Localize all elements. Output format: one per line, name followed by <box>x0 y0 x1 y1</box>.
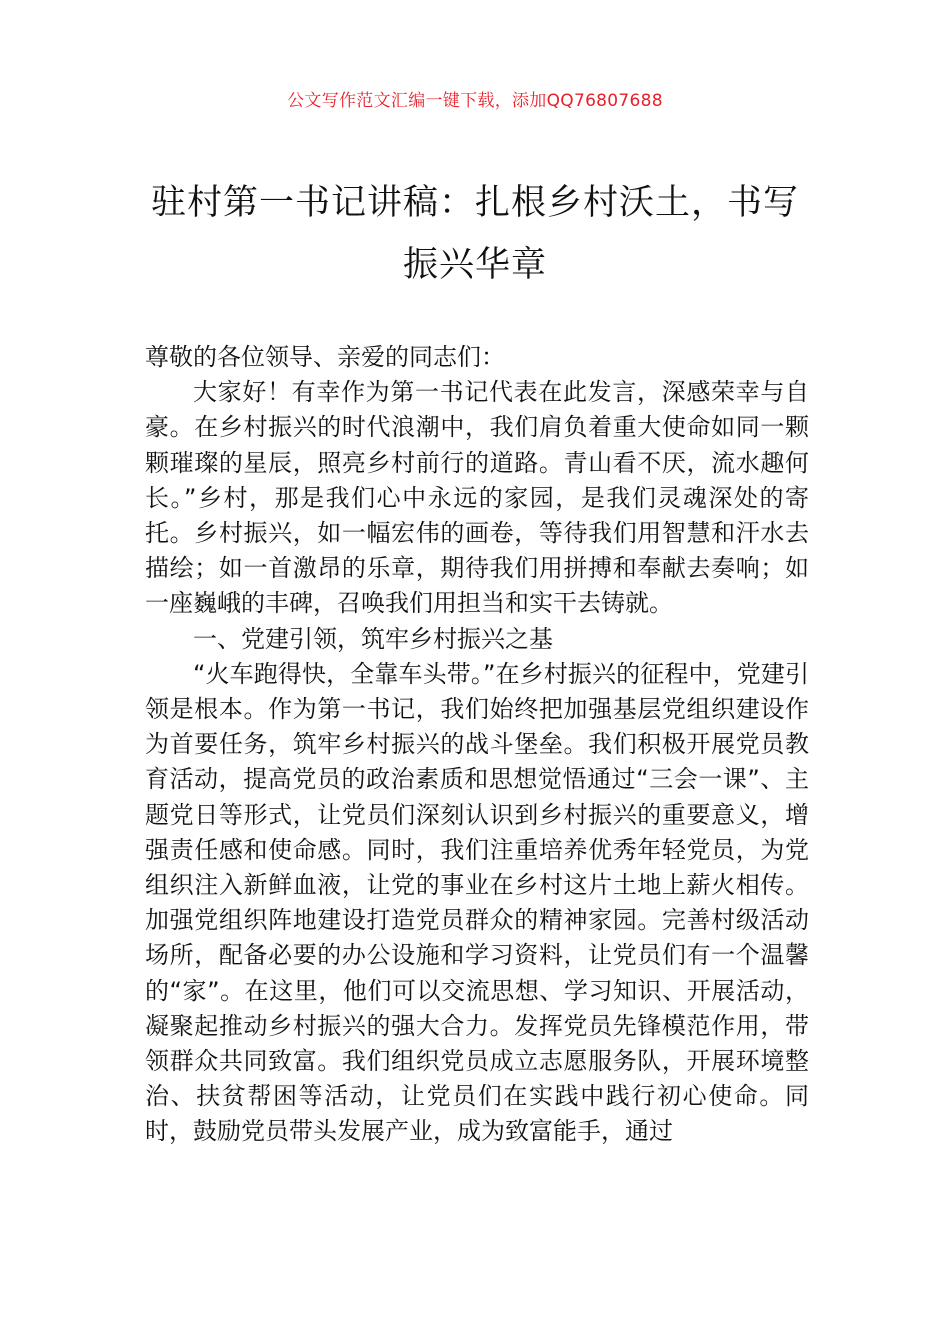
section-1-paragraph: “火车跑得快，全靠车头带。”在乡村振兴的征程中，党建引领是根本。作为第一书记，我们始终把加强基层党组织建设作为首要任务，筑牢乡村振兴的战斗堡垒。我们积极开展党员教育活动，提高党员的政治素质和思想觉悟通过“三会一课”、主题党日等形式，让党员们深刻认识到乡村振兴的重要意义，增强责任感和使命感。同时，我们注重培养优秀年轻党员，为党组织注入新鲜血液，让党的事业在乡村这片土地上薪火相传。加强党组织阵地建设打造党员群众的精神家园。完善村级活动场所，配备必要的办公设施和学习资料，让党员们有一个温馨的“家”。在这里，他们可以交流思想、学习知识、开展活动，凝聚起推动乡村振兴的强大合力。发挥党员先锋模范作用，带领群众共同致富。我们组织党员成立志愿服务队，开展环境整治、扶贫帮困等活动，让党员们在实践中践行初心使命。同时，鼓励党员带头发展产业，成为致富能手，通过 <box>145 659 809 1146</box>
document-body <box>145 340 809 1150</box>
salutation: 尊敬的各位领导、亲爱的同志们： <box>145 343 505 371</box>
download-promo-note: 公文写作范文汇编一键下载，添加QQ76807688 <box>287 91 663 111</box>
section-heading-1: 一、党建引领，筑牢乡村振兴之基 <box>193 624 553 653</box>
opening-paragraph: 大家好！有幸作为第一书记代表在此发言，深感荣幸与自豪。在乡村振兴的时代浪潮中，我们肩负着重大使命如同一颗颗璀璨的星辰，照亮乡村前行的道路。青山看不厌，流水趣何长。”乡村，那是我们心中永远的家园，是我们灵魂深处的寄托。乡村振兴，如一幅宏伟的画卷，等待我们用智慧和汗水去描绘；如一首激昂的乐章，期待我们用拼搏和奉献去奏响；如一座巍峨的丰碑，召唤我们用担当和实干去铸就。 <box>145 378 809 618</box>
title-line-1: 驻村第一书记讲稿：扎根乡村沃土，书写 <box>150 183 799 223</box>
document-title <box>120 172 830 296</box>
title-line-2: 振兴华章 <box>402 245 547 285</box>
